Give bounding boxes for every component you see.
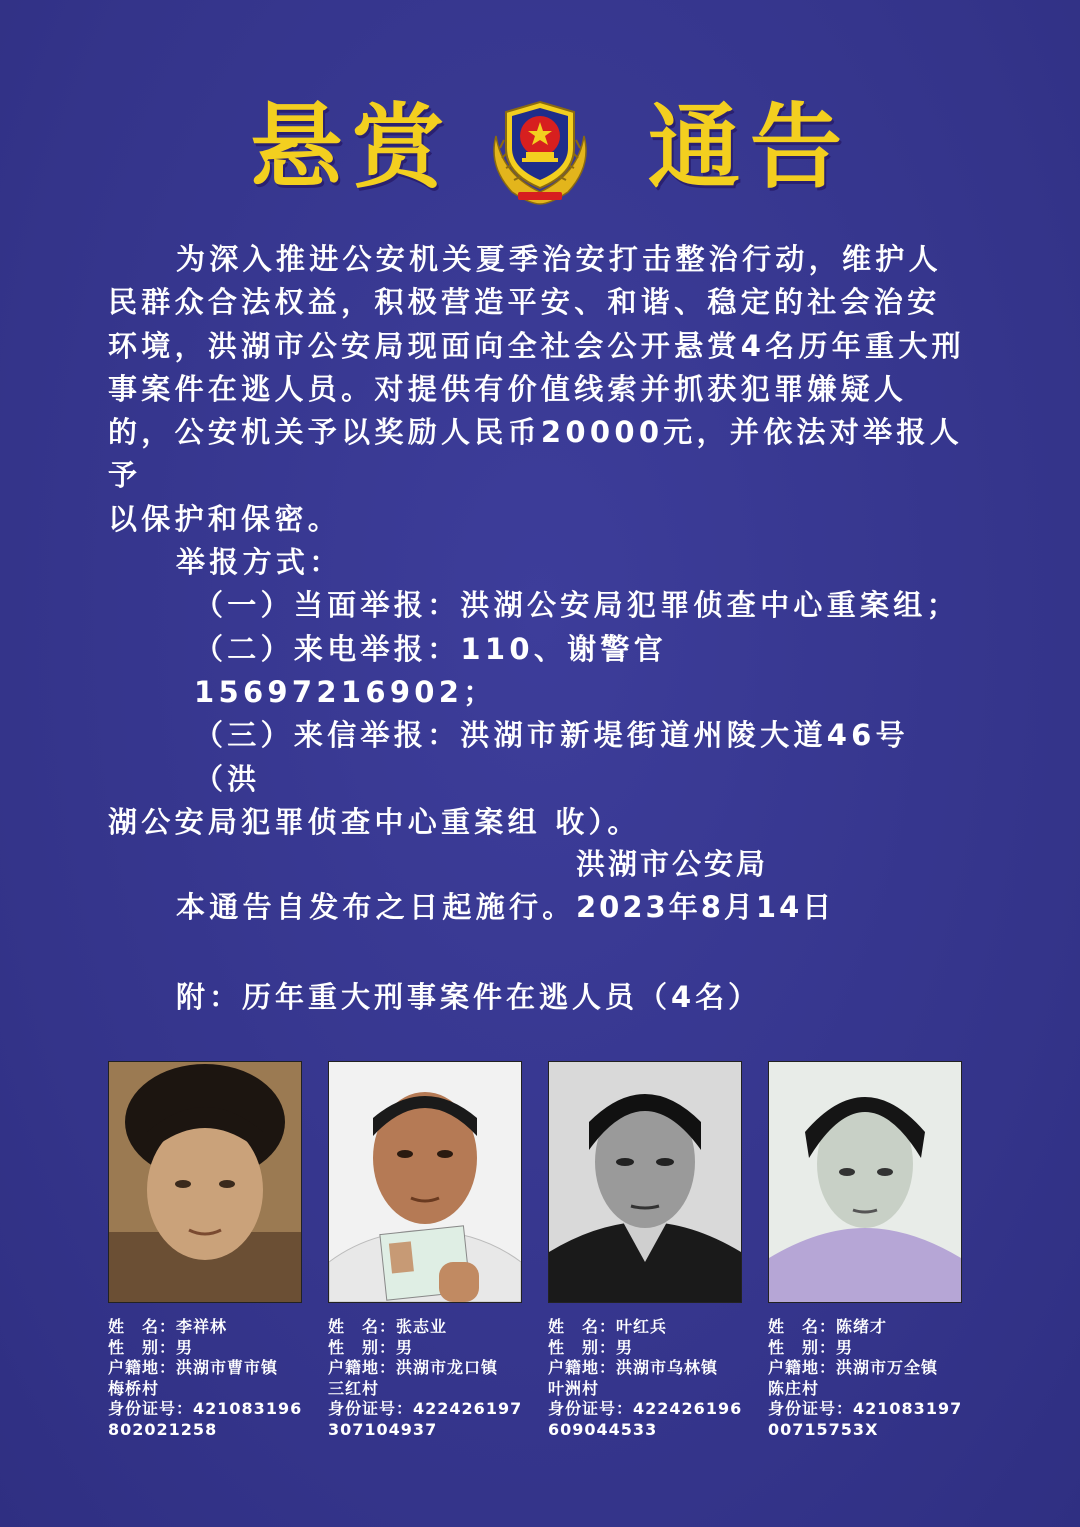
suspect-photo [108, 1061, 302, 1303]
title-notice: 通告 [648, 94, 853, 201]
suspect-card [548, 1061, 744, 1441]
intro-line: 为深入推进公安机关夏季治安打击整治行动，维护人 [176, 242, 942, 276]
id-label: 身份证号： [548, 1399, 634, 1419]
suspect-origin: 洪湖市曹市镇 [176, 1358, 279, 1378]
spacer [108, 844, 978, 886]
suspect-gender: 男 [616, 1337, 634, 1357]
suspect-card [108, 1061, 304, 1441]
suspect-id-cont: 00715753X [768, 1419, 879, 1439]
signature-org: 洪湖市公安局 [576, 847, 769, 881]
suspect-info [328, 1317, 524, 1441]
suspect-photo [328, 1061, 522, 1303]
suspect-id: 422426197 [413, 1399, 523, 1419]
name-label: 姓 名： [108, 1317, 177, 1336]
suspect-photo [548, 1061, 742, 1303]
name-label: 姓 名： [768, 1317, 837, 1336]
gender-label: 性 别： [548, 1337, 617, 1357]
origin-label: 户籍地： [108, 1358, 177, 1378]
signature-date: 2023年8月14日 [576, 890, 835, 924]
suspect-name: 陈绪才 [836, 1317, 888, 1336]
suspect-gender: 男 [836, 1337, 854, 1357]
notice-body [108, 238, 978, 929]
suspect-info [548, 1317, 744, 1441]
suspect-gender: 男 [176, 1337, 194, 1357]
police-emblem-icon [482, 96, 598, 208]
suspect-id-cont: 802021258 [108, 1419, 218, 1439]
suspect-origin-cont: 陈庄村 [768, 1378, 820, 1398]
suspect-card [328, 1061, 524, 1441]
suspect-id: 421083197 [853, 1399, 963, 1419]
id-label: 身份证号： [768, 1399, 854, 1419]
origin-label: 户籍地： [768, 1358, 837, 1378]
report-method-phone: （二）来电举报：110、谢警官 15697216902； [194, 631, 668, 709]
suspect-origin: 洪湖市乌林镇 [616, 1358, 719, 1378]
suspect-info [108, 1317, 304, 1441]
intro-line: 事案件在逃人员。对提供有价值线索并抓获犯罪嫌疑人 [108, 371, 908, 406]
report-method-in-person: （一）当面举报：洪湖公安局犯罪侦查中心重案组； [194, 588, 960, 623]
suspect-name: 张志业 [396, 1317, 448, 1336]
name-label: 姓 名： [328, 1317, 397, 1336]
suspect-name: 叶红兵 [616, 1317, 668, 1336]
signature [576, 843, 834, 929]
origin-label: 户籍地： [328, 1358, 397, 1378]
methods-heading: 举报方式： [176, 545, 343, 580]
appendix-heading: 附：历年重大刑事案件在逃人员（4名） [176, 980, 762, 1014]
name-label: 姓 名： [548, 1317, 617, 1336]
title-reward: 悬赏 [250, 94, 455, 201]
suspect-origin-cont: 梅桥村 [108, 1378, 160, 1398]
suspect-id-cont: 307104937 [328, 1419, 438, 1439]
gender-label: 性 别： [328, 1337, 397, 1357]
report-method-mail-cont: 湖公安局犯罪侦查中心重案组 收）。 [108, 804, 641, 839]
intro-line: 环境，洪湖市公安局现面向全社会公开悬赏4名历年重大刑 [108, 328, 965, 363]
report-method-mail: （三）来信举报：洪湖市新堤街道州陵大道46号 （洪 [194, 718, 909, 796]
intro-line: 的，公安机关予以奖励人民币20000元，并依法对举报人予 [108, 415, 963, 493]
suspect-id-cont: 609044533 [548, 1419, 658, 1439]
intro-line: 以保护和保密。 [108, 501, 342, 536]
suspect-gender: 男 [396, 1337, 414, 1357]
suspect-card [768, 1061, 964, 1441]
suspect-origin-cont: 叶洲村 [548, 1378, 600, 1398]
suspect-origin: 洪湖市龙口镇 [396, 1358, 499, 1378]
suspect-id: 421083196 [193, 1399, 303, 1419]
origin-label: 户籍地： [548, 1358, 617, 1378]
suspect-info [768, 1317, 964, 1441]
gender-label: 性 别： [108, 1337, 177, 1357]
suspect-origin: 洪湖市万全镇 [836, 1358, 939, 1378]
gender-label: 性 别： [768, 1337, 837, 1357]
effective-statement: 本通告自发布之日起施行。 [176, 890, 576, 925]
suspect-id: 422426196 [633, 1399, 743, 1419]
id-label: 身份证号： [108, 1399, 194, 1419]
notice-title [0, 96, 1080, 206]
intro-line: 民群众合法权益，积极营造平安、和谐、稳定的社会治安 [108, 285, 941, 320]
suspect-photo [768, 1061, 962, 1303]
suspect-name: 李祥林 [176, 1317, 228, 1336]
suspect-origin-cont: 三红村 [328, 1378, 380, 1398]
id-label: 身份证号： [328, 1399, 414, 1419]
